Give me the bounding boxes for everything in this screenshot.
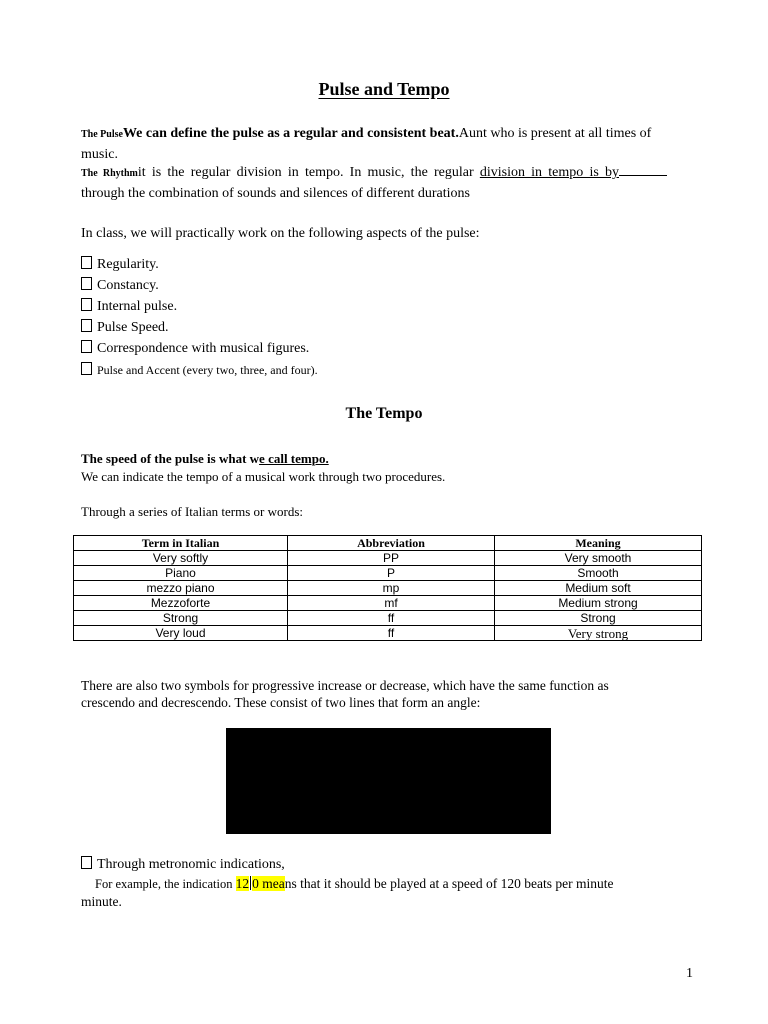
table-cell: ff	[288, 611, 495, 626]
rhythm-underlined: division in tempo is by	[479, 165, 619, 180]
list-item: Internal pulse.	[81, 298, 318, 319]
rhythm-line-2: through the combination of sounds and silences of different durations	[81, 186, 470, 201]
table-cell: Medium soft	[495, 581, 702, 596]
table-cell: Strong	[74, 611, 288, 626]
table-cell: Very strong	[495, 626, 702, 641]
column-header: Term in Italian	[74, 536, 288, 551]
tempo-def-bold: The speed of the pulse is what w	[81, 451, 260, 466]
highlight-text: 0 mea	[252, 876, 285, 891]
tempo-intro: We can indicate the tempo of a musical work through two procedures.	[81, 469, 446, 484]
table-cell: mezzo piano	[74, 581, 288, 596]
page-title: Pulse and Tempo	[318, 79, 450, 99]
tempo-def-underlined: e call tempo.	[259, 451, 329, 466]
example-line-2: minute.	[81, 894, 122, 909]
aspects-list	[81, 256, 318, 382]
table-cell: ff	[288, 626, 495, 641]
table-cell: PP	[288, 551, 495, 566]
rhythm-paragraph	[81, 163, 667, 204]
checkbox-icon	[81, 319, 92, 332]
list-item: Pulse Speed.	[81, 319, 318, 340]
symbols-paragraph: There are also two symbols for progressive increase or decrease, which have the same function as crescendo and decrescendo. These consist of two lines that form an angle:	[81, 678, 609, 710]
example-paragraph	[81, 875, 671, 911]
table-row	[74, 566, 702, 581]
table-cell: mp	[288, 581, 495, 596]
table-cell: Medium strong	[495, 596, 702, 611]
pulse-label: The Pulse	[81, 129, 123, 140]
table-row	[74, 581, 702, 596]
table-cell: Very softly	[74, 551, 288, 566]
pulse-paragraph	[81, 124, 661, 165]
checkbox-icon	[81, 277, 92, 290]
list-item: Pulse and Accent (every two, three, and four).	[81, 361, 318, 382]
class-intro: In class, we will practically work on the following aspects of the pulse:	[81, 226, 480, 241]
table-row	[74, 611, 702, 626]
example-after: ns that it should be played at a speed of 120 beats per minute	[284, 876, 614, 891]
table-cell: Very loud	[74, 626, 288, 641]
list-item: Correspondence with musical figures.	[81, 340, 318, 361]
tempo-definition	[81, 449, 661, 469]
list-item: Regularity.	[81, 256, 318, 277]
table-row	[74, 596, 702, 611]
checkbox-icon	[81, 362, 92, 375]
checkbox-icon	[81, 856, 92, 869]
fill-in-blank	[619, 163, 667, 176]
table-row	[74, 626, 702, 641]
table-cell: Smooth	[495, 566, 702, 581]
list-item: Constancy.	[81, 277, 318, 298]
rhythm-label: The Rhythm	[81, 168, 138, 179]
table-cell: Very smooth	[495, 551, 702, 566]
table-cell: mf	[288, 596, 495, 611]
rhythm-line-1	[81, 163, 667, 184]
tempo-heading: The Tempo	[345, 405, 423, 422]
column-header: Abbreviation	[288, 536, 495, 551]
page-number: 1	[686, 966, 693, 981]
italian-intro: Through a series of Italian terms or words:	[81, 504, 304, 519]
highlight-text: 12	[235, 876, 250, 891]
table-cell: P	[288, 566, 495, 581]
checkbox-icon	[81, 298, 92, 311]
pulse-definition: We can define the pulse as a regular and consistent beat.	[122, 126, 459, 141]
table-row	[74, 551, 702, 566]
text-cursor	[250, 876, 251, 890]
rhythm-text: it is the regular division in tempo. In music, the regular	[137, 165, 480, 180]
table-cell: Piano	[74, 566, 288, 581]
dynamics-symbols-image	[226, 728, 551, 834]
pulse-rest: Aunt who is present at all times of music.	[81, 126, 652, 162]
italian-terms-table	[73, 535, 702, 641]
metronome-item: Through metronomic indications,	[81, 855, 661, 875]
example-before: For example, the indication	[95, 877, 236, 891]
table-cell: Mezzoforte	[74, 596, 288, 611]
table-cell: Strong	[495, 611, 702, 626]
column-header: Meaning	[495, 536, 702, 551]
checkbox-icon	[81, 340, 92, 353]
checkbox-icon	[81, 256, 92, 269]
table-header-row	[74, 536, 702, 551]
